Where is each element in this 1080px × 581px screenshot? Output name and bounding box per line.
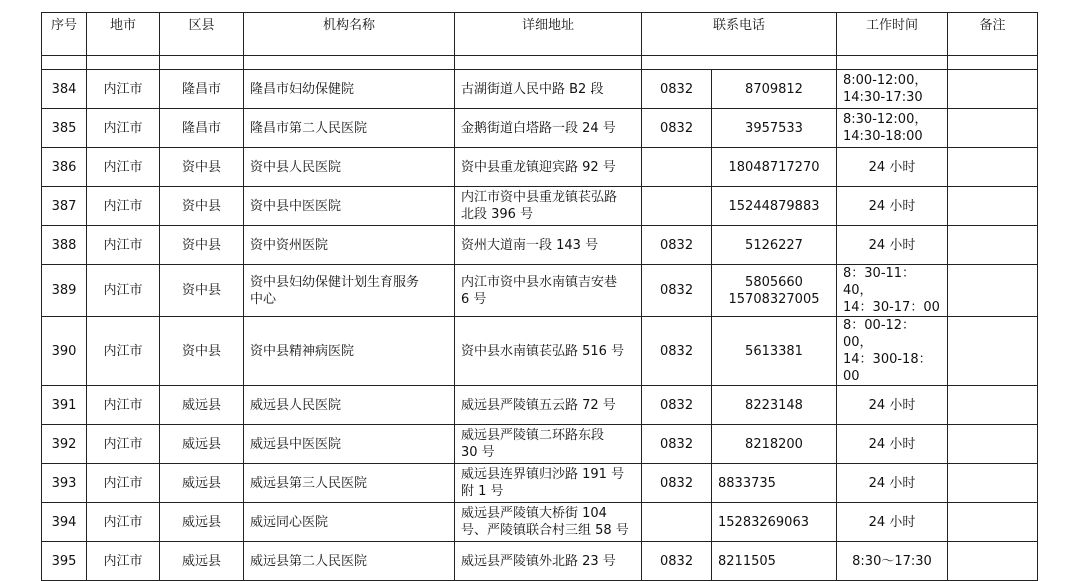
header-note: 备注 — [948, 13, 1038, 56]
cell-note — [948, 503, 1038, 542]
header-hours: 工作时间 — [837, 13, 948, 56]
cell-area-code: 0832 — [642, 265, 712, 317]
cell-city: 内江市 — [87, 464, 160, 503]
cell-note — [948, 542, 1038, 581]
cell-area-code — [642, 187, 712, 226]
cell-county: 隆昌市 — [160, 109, 244, 148]
cell-address: 资中县重龙镇迎宾路 92 号 — [455, 148, 642, 187]
cell-no: 385 — [42, 109, 87, 148]
cell-phone: 8223148 — [712, 386, 837, 425]
cell-hours: 8:30～17:30 — [837, 542, 948, 581]
cell-hours: 24 小时 — [837, 187, 948, 226]
cell-hours: 24 小时 — [837, 464, 948, 503]
cell-city: 内江市 — [87, 317, 160, 386]
cell-county: 隆昌市 — [160, 70, 244, 109]
cell-county: 资中县 — [160, 265, 244, 317]
cell-no: 393 — [42, 464, 87, 503]
cell-area-code: 0832 — [642, 386, 712, 425]
cell-county: 威远县 — [160, 425, 244, 464]
cell-address: 威远县严陵镇大桥街 104 号、严陵镇联合村三组 58 号 — [455, 503, 642, 542]
cell-name: 威远县中医医院 — [244, 425, 455, 464]
table-row — [42, 386, 1038, 425]
cell-name: 资中资州医院 — [244, 226, 455, 265]
cell-note — [948, 425, 1038, 464]
header-phone: 联系电话 — [642, 13, 837, 56]
cell-county: 威远县 — [160, 542, 244, 581]
cell-city: 内江市 — [87, 109, 160, 148]
table-row — [42, 109, 1038, 148]
cell-name: 资中县精神病医院 — [244, 317, 455, 386]
table-row — [42, 542, 1038, 581]
cell-address: 威远县严陵镇五云路 72 号 — [455, 386, 642, 425]
cell-address: 资州大道南一段 143 号 — [455, 226, 642, 265]
cell-address: 威远县严陵镇二环路东段 30 号 — [455, 425, 642, 464]
cell-name: 威远同心医院 — [244, 503, 455, 542]
cell-phone: 8833735 — [712, 464, 837, 503]
cell-phone: 15244879883 — [712, 187, 837, 226]
cell-area-code: 0832 — [642, 317, 712, 386]
cell-no: 386 — [42, 148, 87, 187]
cell-name: 威远县第三人民医院 — [244, 464, 455, 503]
cell-county: 资中县 — [160, 187, 244, 226]
cell-name: 隆昌市妇幼保健院 — [244, 70, 455, 109]
header-spacer — [42, 56, 1038, 70]
cell-city: 内江市 — [87, 70, 160, 109]
cell-no: 394 — [42, 503, 87, 542]
cell-county: 威远县 — [160, 464, 244, 503]
institution-table — [41, 12, 1038, 581]
header-no: 序号 — [42, 13, 87, 56]
cell-hours: 24 小时 — [837, 425, 948, 464]
cell-city: 内江市 — [87, 187, 160, 226]
cell-phone: 8709812 — [712, 70, 837, 109]
cell-county: 资中县 — [160, 317, 244, 386]
cell-city: 内江市 — [87, 148, 160, 187]
cell-note — [948, 265, 1038, 317]
cell-hours: 24 小时 — [837, 226, 948, 265]
cell-county: 资中县 — [160, 226, 244, 265]
table-row — [42, 226, 1038, 265]
cell-address: 资中县水南镇苌弘路 516 号 — [455, 317, 642, 386]
cell-phone: 8218200 — [712, 425, 837, 464]
header-row — [42, 13, 1038, 56]
table-row — [42, 503, 1038, 542]
cell-hours: 8：30-11：40， 14：30-17：00 — [837, 265, 948, 317]
header-county: 区县 — [160, 13, 244, 56]
table-row — [42, 148, 1038, 187]
cell-note — [948, 226, 1038, 265]
cell-no: 388 — [42, 226, 87, 265]
cell-area-code — [642, 503, 712, 542]
cell-note — [948, 70, 1038, 109]
cell-phone: 5126227 — [712, 226, 837, 265]
table-row — [42, 317, 1038, 386]
cell-phone: 8211505 — [712, 542, 837, 581]
cell-name: 隆昌市第二人民医院 — [244, 109, 455, 148]
cell-note — [948, 464, 1038, 503]
cell-address: 威远县连界镇归沙路 191 号 附 1 号 — [455, 464, 642, 503]
table-row — [42, 425, 1038, 464]
cell-county: 威远县 — [160, 503, 244, 542]
cell-note — [948, 317, 1038, 386]
cell-city: 内江市 — [87, 425, 160, 464]
table-row — [42, 187, 1038, 226]
cell-area-code: 0832 — [642, 226, 712, 265]
cell-note — [948, 109, 1038, 148]
table-row — [42, 464, 1038, 503]
cell-hours: 8：00-12：00， 14：300-18：00 — [837, 317, 948, 386]
cell-name: 威远县人民医院 — [244, 386, 455, 425]
cell-area-code: 0832 — [642, 464, 712, 503]
cell-area-code — [642, 148, 712, 187]
cell-no: 395 — [42, 542, 87, 581]
cell-area-code: 0832 — [642, 70, 712, 109]
cell-hours: 8:00-12:00， 14:30-17:30 — [837, 70, 948, 109]
cell-note — [948, 386, 1038, 425]
cell-no: 384 — [42, 70, 87, 109]
cell-no: 387 — [42, 187, 87, 226]
cell-hours: 24 小时 — [837, 148, 948, 187]
table-body — [42, 70, 1038, 581]
cell-no: 390 — [42, 317, 87, 386]
cell-phone: 5805660 15708327005 — [712, 265, 837, 317]
header-name: 机构名称 — [244, 13, 455, 56]
cell-address: 古湖街道人民中路 B2 段 — [455, 70, 642, 109]
cell-note — [948, 148, 1038, 187]
cell-city: 内江市 — [87, 542, 160, 581]
cell-phone: 15283269063 — [712, 503, 837, 542]
table-row — [42, 265, 1038, 317]
table-row — [42, 70, 1038, 109]
cell-city: 内江市 — [87, 386, 160, 425]
cell-no: 391 — [42, 386, 87, 425]
cell-address: 金鹅街道白塔路一段 24 号 — [455, 109, 642, 148]
cell-phone: 5613381 — [712, 317, 837, 386]
cell-address: 内江市资中县水南镇吉安巷 6 号 — [455, 265, 642, 317]
cell-city: 内江市 — [87, 226, 160, 265]
header-city: 地市 — [87, 13, 160, 56]
cell-county: 资中县 — [160, 148, 244, 187]
cell-name: 资中县妇幼保健计划生育服务 中心 — [244, 265, 455, 317]
cell-name: 资中县中医医院 — [244, 187, 455, 226]
cell-no: 389 — [42, 265, 87, 317]
cell-area-code: 0832 — [642, 542, 712, 581]
cell-address: 威远县严陵镇外北路 23 号 — [455, 542, 642, 581]
cell-phone: 18048717270 — [712, 148, 837, 187]
cell-county: 威远县 — [160, 386, 244, 425]
cell-note — [948, 187, 1038, 226]
cell-city: 内江市 — [87, 265, 160, 317]
cell-no: 392 — [42, 425, 87, 464]
cell-phone: 3957533 — [712, 109, 837, 148]
cell-name: 资中县人民医院 — [244, 148, 455, 187]
cell-city: 内江市 — [87, 503, 160, 542]
cell-area-code: 0832 — [642, 425, 712, 464]
cell-hours: 24 小时 — [837, 503, 948, 542]
cell-hours: 24 小时 — [837, 386, 948, 425]
cell-hours: 8:30-12:00， 14:30-18:00 — [837, 109, 948, 148]
header-address: 详细地址 — [455, 13, 642, 56]
cell-address: 内江市资中县重龙镇苌弘路 北段 396 号 — [455, 187, 642, 226]
cell-name: 威远县第二人民医院 — [244, 542, 455, 581]
cell-area-code: 0832 — [642, 109, 712, 148]
